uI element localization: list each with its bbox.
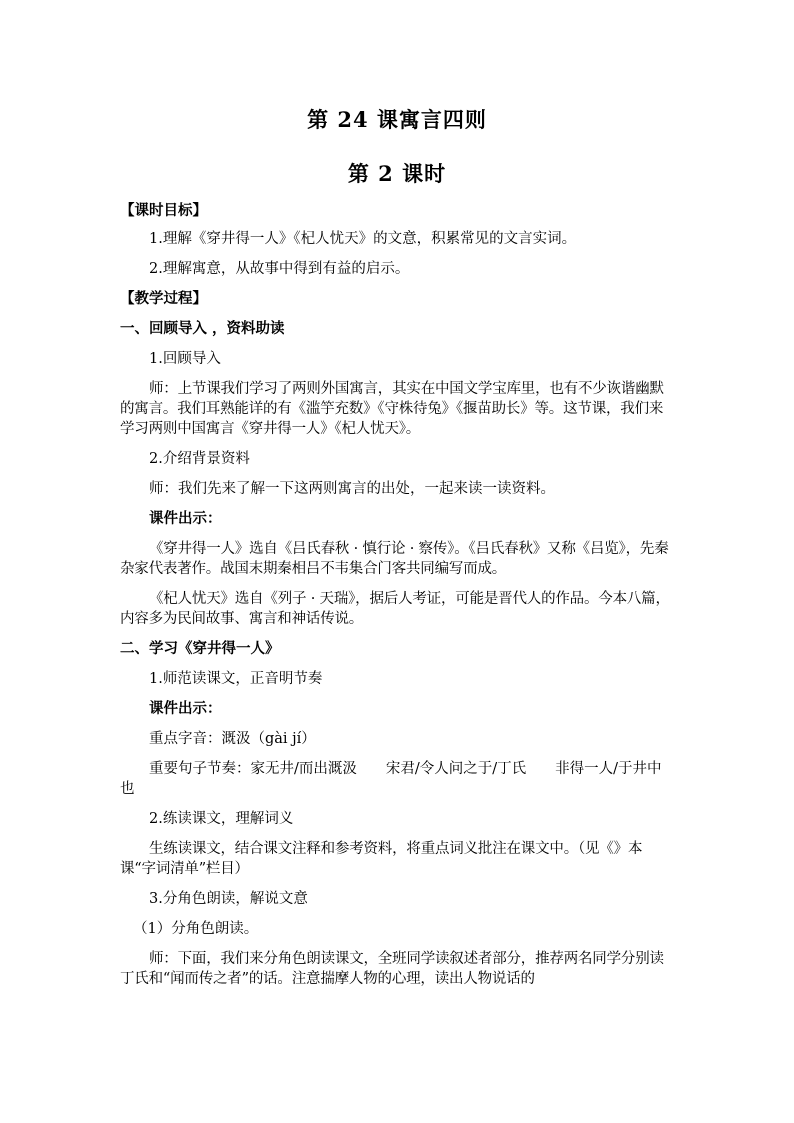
process-heading: 【教学过程】 — [120, 290, 207, 307]
paragraph: 重点字音：溉汲（gài jí） — [149, 731, 316, 747]
step-heading: 1.回顾导入 — [149, 351, 221, 367]
objective-item: 1.理解《穿井得一人》《杞人忧天》的文意，积累常见的文言实词。 — [149, 231, 577, 247]
objectives-heading: 【课时目标】 — [120, 202, 207, 219]
paragraph: 《杞人忧天》选自《列子 · 天瑞》，据后人考证，可能是晋代人的作品。今本八篇，内容多为民间故事、寓言和神话传说。 — [120, 591, 670, 627]
step-heading: 2.练读课文，理解词义 — [149, 811, 294, 827]
paragraph: 重要句子节奏：家无井/而出溉汲 宋君/令人问之于/丁氏 非得一人/于井中也 — [120, 761, 662, 797]
section-heading: 一、回顾导入 ，资料助读 — [120, 320, 285, 337]
paragraph: 师：我们先来了解一下这两则寓言的出处，一起来读一读资料。 — [149, 481, 555, 497]
courseware-label: 课件出示： — [149, 510, 222, 527]
paragraph: 生练读课文，结合课文注释和参考资料，将重点词义批注在课文中。（见《》本课“字词清单”栏目） — [120, 841, 643, 877]
paragraph: 《穿井得一人》选自《吕氏春秋 · 慎行论 · 察传》。《吕氏春秋》又称《吕览》，先秦杂家代表著作。战国末期秦相吕不韦集合门客共同编写而成。 — [120, 541, 669, 577]
step-heading: 2.介绍背景资料 — [149, 451, 250, 467]
objective-item: 2.理解寓意，从故事中得到有益的启示。 — [149, 261, 410, 277]
paragraph: 师：上节课我们学习了两则外国寓言，其实在中国文学宝库里，也有不少诙谐幽默的寓言。我们耳熟能详的有《滥竽充数》《守株待兔》《揠苗助长》等。这节课，我们来学习两则中国寓言《穿井得一人》《杞人忧天》。 — [120, 381, 664, 437]
document-subtitle: 第 2 课时 — [347, 161, 447, 186]
step-heading: 1.师范读课文，正音明节奏 — [149, 671, 323, 687]
paragraph: 师：下面，我们来分角色朗读课文，全班同学读叙述者部分，推荐两名同学分别读丁氏和“闻而传之者”的话。注意揣摩人物的心理，读出人物说话的 — [120, 951, 664, 987]
section-heading: 二、学习《穿井得一人》 — [120, 640, 280, 657]
document-title: 第 24 课寓言四则 — [307, 107, 487, 132]
document-body — [120, 201, 672, 989]
step-heading: 3.分角色朗读，解说文意 — [149, 891, 308, 907]
sub-step: （1）分角色朗读。 — [133, 921, 259, 937]
courseware-label: 课件出示： — [149, 700, 222, 717]
